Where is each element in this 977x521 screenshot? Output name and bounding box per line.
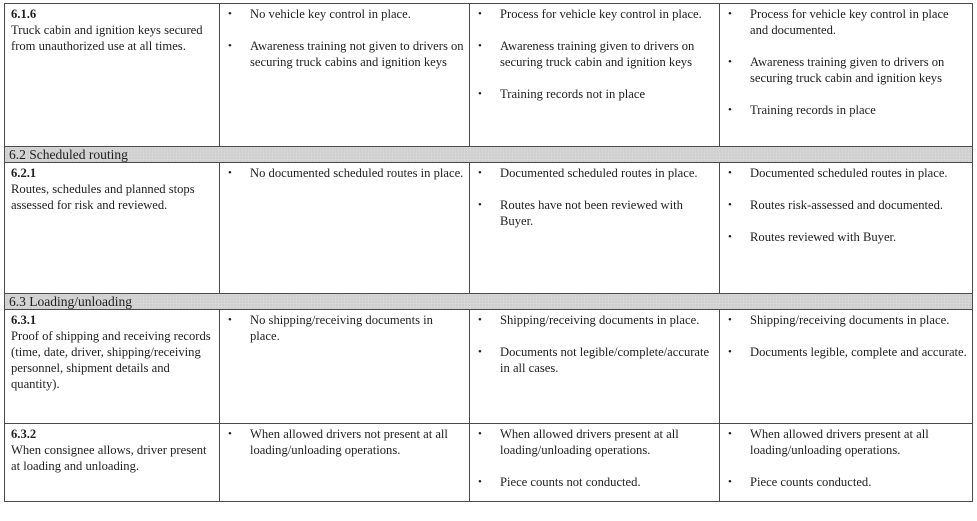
list-item: • Awareness training given to drivers on securing truck cabin and ignition keys — [726, 54, 968, 86]
list-item: • No vehicle key control in place. — [226, 6, 465, 22]
list-item: • Process for vehicle key control in place. — [476, 6, 715, 22]
level-2-cell — [470, 424, 720, 502]
requirement-cell — [5, 4, 220, 147]
requirements-table — [4, 3, 973, 502]
list-item: • Documents not legible/complete/accurate in all cases. — [476, 344, 715, 376]
list-item: • Shipping/receiving documents in place. — [476, 312, 715, 328]
level-1-cell — [220, 4, 470, 147]
list-item: • When allowed drivers not present at all loading/unloading operations. — [226, 426, 465, 458]
level-2-cell — [470, 310, 720, 424]
section-title: 6.3 Loading/unloading — [5, 294, 973, 310]
list-item: • Routes have not been reviewed with Buyer. — [476, 197, 715, 229]
requirement-id: 6.3.1 — [11, 313, 37, 327]
list-item: • Documents legible, complete and accurate. — [726, 344, 968, 360]
list-item: • Routes risk-assessed and documented. — [726, 197, 968, 213]
table-row — [5, 424, 973, 502]
table-row — [5, 4, 973, 147]
list-item: • Piece counts not conducted. — [476, 474, 715, 490]
requirement-description: Routes, schedules and planned stops assessed for risk and reviewed. — [11, 182, 195, 212]
section-header-row — [5, 294, 973, 310]
section-header-row — [5, 147, 973, 163]
list-item: • No documented scheduled routes in place. — [226, 165, 465, 181]
requirement-cell — [5, 310, 220, 424]
level-3-cell — [720, 163, 973, 294]
list-item: • Awareness training not given to drivers on securing truck cabins and ignition keys — [226, 38, 465, 70]
list-item: • When allowed drivers present at all loading/unloading operations. — [726, 426, 968, 458]
list-item: • Documented scheduled routes in place. — [726, 165, 968, 181]
table-row — [5, 163, 973, 294]
level-3-cell — [720, 310, 973, 424]
list-item: • Piece counts conducted. — [726, 474, 968, 490]
table-row — [5, 310, 973, 424]
list-item: • Documented scheduled routes in place. — [476, 165, 715, 181]
requirement-cell — [5, 163, 220, 294]
list-item: • Process for vehicle key control in place and documented. — [726, 6, 968, 38]
level-1-cell — [220, 163, 470, 294]
requirement-cell — [5, 424, 220, 502]
requirement-id: 6.1.6 — [11, 7, 37, 21]
requirement-description: Truck cabin and ignition keys secured from unauthorized use at all times. — [11, 23, 203, 53]
requirement-id: 6.3.2 — [11, 427, 37, 441]
level-1-cell — [220, 424, 470, 502]
requirement-description: When consignee allows, driver present at loading and unloading. — [11, 443, 207, 473]
level-3-cell — [720, 4, 973, 147]
list-item: • Shipping/receiving documents in place. — [726, 312, 968, 328]
level-2-cell — [470, 4, 720, 147]
list-item: • Training records in place — [726, 102, 968, 118]
level-2-cell — [470, 163, 720, 294]
requirement-description: Proof of shipping and receiving records (time, date, driver, shipping/receiving personnel, shipment details and quantity). — [11, 329, 211, 391]
requirement-id: 6.2.1 — [11, 166, 37, 180]
list-item: • No shipping/receiving documents in place. — [226, 312, 465, 344]
list-item: • Routes reviewed with Buyer. — [726, 229, 968, 245]
list-item: • When allowed drivers present at all loading/unloading operations. — [476, 426, 715, 458]
level-1-cell — [220, 310, 470, 424]
level-3-cell — [720, 424, 973, 502]
section-title: 6.2 Scheduled routing — [5, 147, 973, 163]
list-item: • Awareness training given to drivers on securing truck cabin and ignition keys — [476, 38, 715, 70]
list-item: • Training records not in place — [476, 86, 715, 102]
